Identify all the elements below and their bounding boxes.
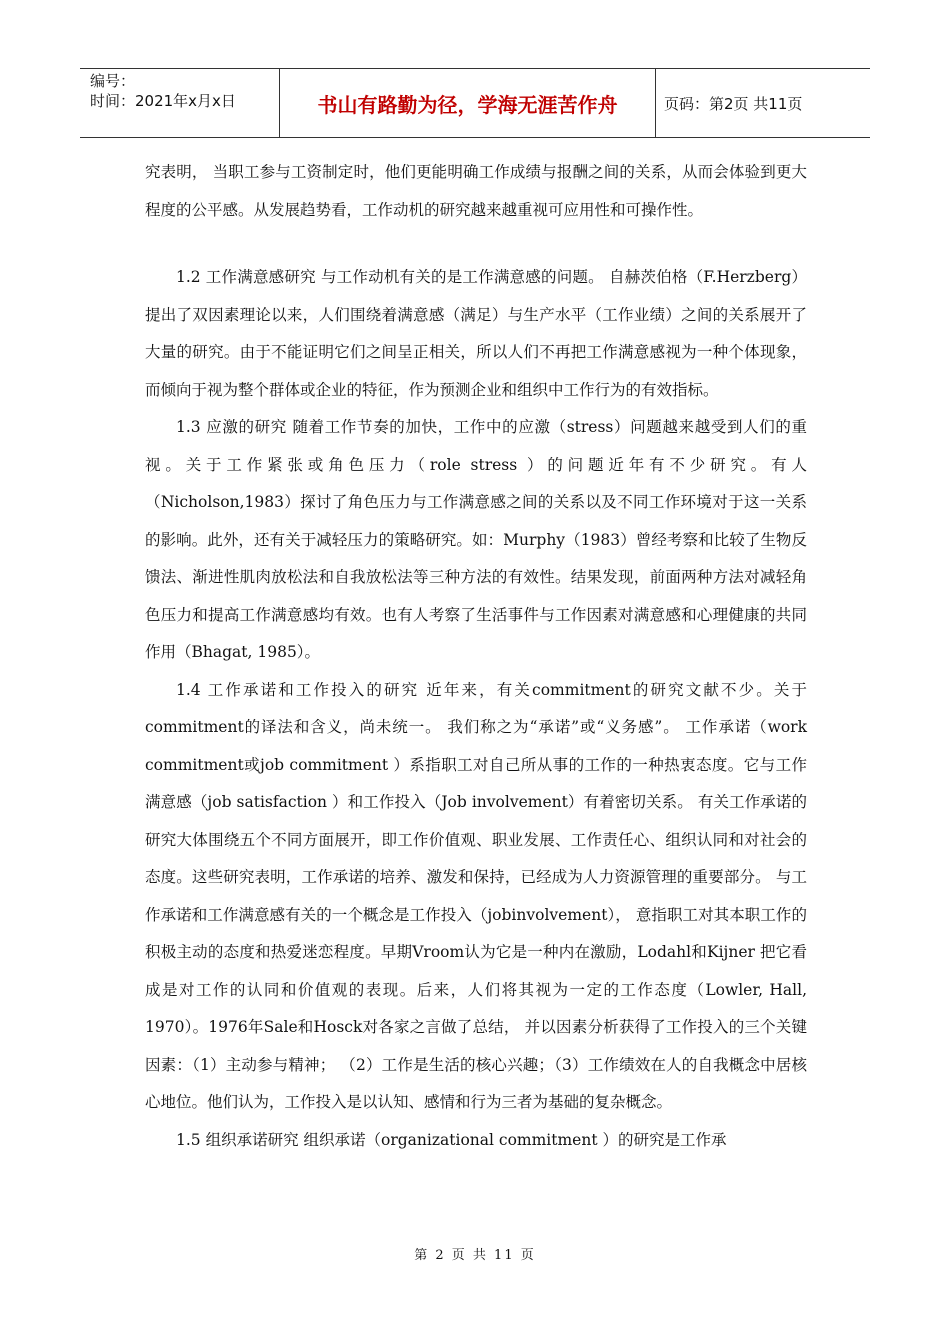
header-meta <box>80 69 280 137</box>
page-footer: 第 2 页 共 11 页 <box>414 1248 536 1263</box>
header-page-info: 页码：第2页 共11页 <box>664 94 803 113</box>
paragraph-continuation: 究表明， 当职工参与工资制定时，他们更能明确工作成绩与报酬之间的关系，从而会体验到更大程度的公平感。从发展趋势看，工作动机的研究越来越重视可应用性和可操作性。 <box>145 163 807 219</box>
document-number: 编号： <box>90 72 136 90</box>
document-time: 时间：2021年x月x日 <box>90 92 236 110</box>
page-header <box>80 68 870 138</box>
paragraph-section-1-5: 1.5 组织承诺研究 组织承诺（organizational commitment ）的研究是工作承 <box>176 1130 727 1149</box>
paragraph-section-1-4: 1.4 工作承诺和工作投入的研究 近年来，有关commitment的研究文献不少。关于commitment的译法和含义，尚未统一。 我们称之为“承诺”或“义务感”。 工作承诺（work commitment或job commitment ）系指职工对自己所从事的工作的一种热衷态度。它与工作满意感（job satisfaction ）和工作投入（Job involvement）有着密切关系。 有关工作承诺的研究大体围绕五个不同方面展开，即工作价值观、职业发展、工作责任心、组织认同和对社会的态度。这些研究表明，工作承诺的培养、激发和保持，已经成为人力资源管理的重要部分。 与工作承诺和工作满意感有关的一个概念是工作投入（jobinvolvement）， 意指职工对其本职工作的积极主动的态度和热爱迷恋程度。早期Vroom认为它是一种内在激励，Lodahl和Kijner 把它看成是对工作的认同和价值观的表现。后来，人们将其视为一定的工作态度（Lowler, Hall, 1970）。1976年Sale和Hosck对各家之言做了总结， 并以因素分析获得了工作投入的三个关键因素：（1）主动参与精神； （2）工作是生活的核心兴趣；（3）工作绩效在人的自我概念中居核心地位。他们认为，工作投入是以认知、感情和行为三者为基础的复杂概念。 <box>145 680 807 1111</box>
header-motto: 书山有路勤为径，学海无涯苦作舟 <box>280 69 656 137</box>
document-body <box>145 154 807 1159</box>
paragraph-section-1-3: 1.3 应激的研究 随着工作节奏的加快，工作中的应激（stress）问题越来越受到人们的重视。关于工作紧张或角色压力（role stress ）的问题近年有不少研究。有人（Nicholson,1983）探讨了角色压力与工作满意感之间的关系以及不同工作环境对于这一关系的影响。此外，还有关于减轻压力的策略研究。如：Murphy（1983）曾经考察和比较了生物反馈法、渐进性肌肉放松法和自我放松法等三种方法的有效性。结果发现，前面两种方法对减轻角色压力和提高工作满意感均有效。也有人考察了生活事件与工作因素对满意感和心理健康的共同作用（Bhagat, 1985）。 <box>145 418 807 661</box>
paragraph-section-1-2: 1.2 工作满意感研究 与工作动机有关的是工作满意感的问题。 自赫茨伯格（F.Herzberg）提出了双因素理论以来，人们围绕着满意感（满足）与生产水平（工作业绩）之间的关系展开了大量的研究。由于不能证明它们之间呈正相关，所以人们不再把工作满意感视为一种个体现象，而倾向于视为整个群体或企业的特征，作为预测企业和组织中工作行为的有效指标。 <box>145 268 807 399</box>
